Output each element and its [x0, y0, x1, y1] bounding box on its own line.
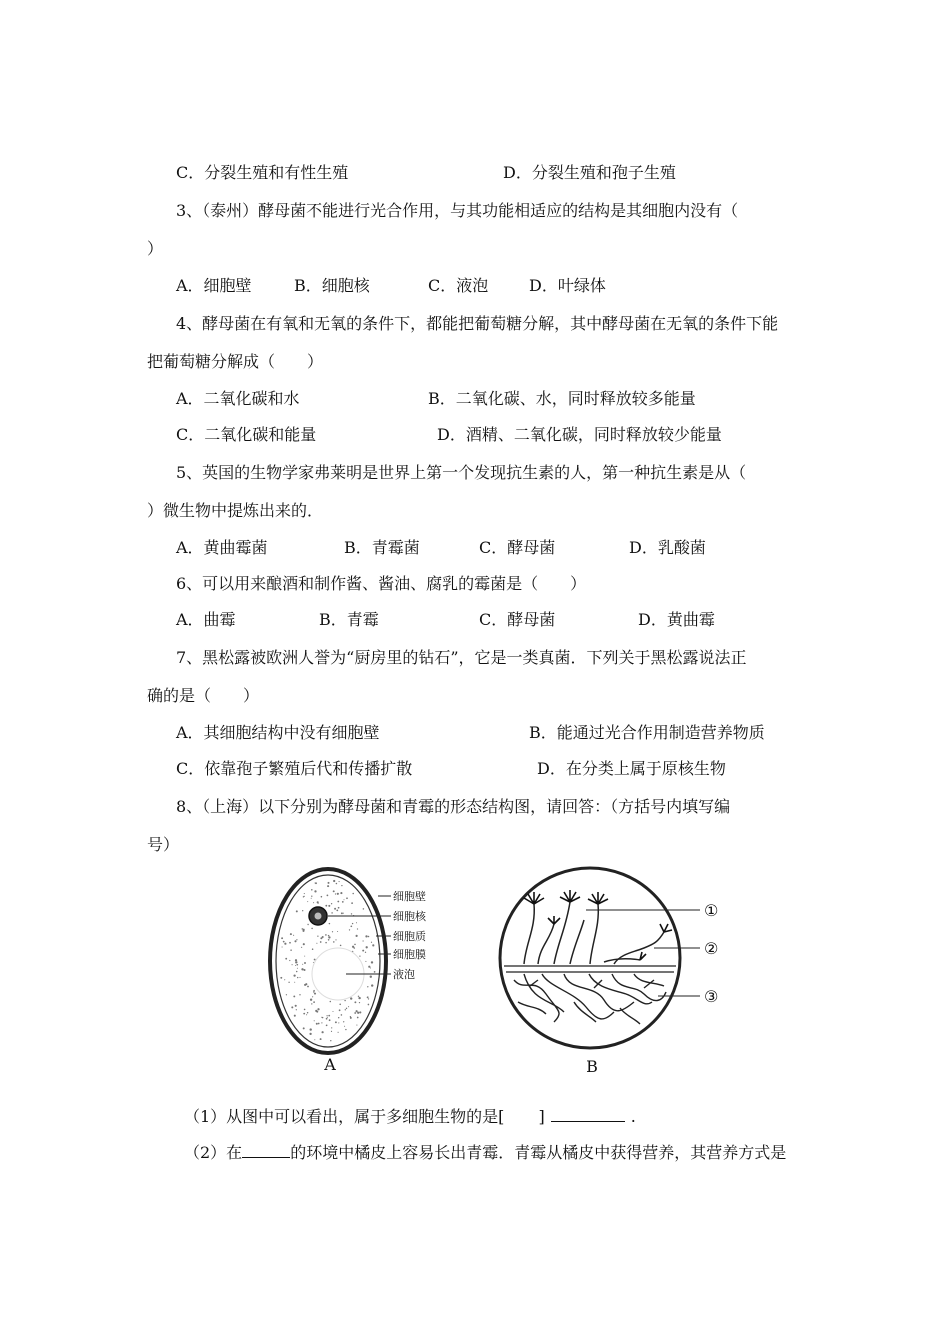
q6-stem-line1: 6、可以用来酿酒和制作酱、酱油、腐乳的霉菌是（ ）: [176, 574, 587, 593]
q6-option-b: B．青霉: [319, 610, 379, 629]
q7-option-d: D．在分类上属于原核生物: [537, 759, 726, 778]
q7-stem-line2: 确的是（ ）: [147, 686, 260, 705]
q7-option-a: A．其细胞结构中没有细胞壁: [176, 723, 380, 742]
q7-option-c: C．依靠孢子繁殖后代和传播扩散: [176, 759, 413, 778]
q8-stem-line1: 8、（上海）以下分别为酵母菌和青霉的形态结构图，请回答：（方括号内填写编: [176, 797, 731, 816]
q4-option-d: D．酒精、二氧化碳，同时释放较少能量: [437, 425, 722, 444]
q8-sub1-bracket-close: ]: [538, 1107, 545, 1126]
figure-b-label-3: ③: [704, 987, 719, 1006]
q3-option-c: C．液泡: [428, 276, 489, 295]
figure-a-label-vacuole: 液泡: [393, 968, 415, 981]
figure-a-caption: A: [324, 1055, 336, 1074]
q6-option-d: D．黄曲霉: [638, 610, 715, 629]
q5-option-a: A．黄曲霉菌: [176, 538, 268, 557]
figure-b-label-1: ①: [704, 901, 719, 920]
figure-a-label-cytoplasm: 细胞质: [393, 930, 426, 943]
q3-option-d: D．叶绿体: [529, 276, 606, 295]
yeast-cell-figure: [258, 866, 468, 1078]
q4-stem-line1: 4、酵母菌在有氧和无氧的条件下，都能把葡萄糖分解，其中酵母菌在无氧的条件下能: [176, 314, 779, 333]
q4-option-b: B．二氧化碳、水，同时释放较多能量: [428, 389, 696, 408]
q4-option-a: A．二氧化碳和水: [176, 389, 300, 408]
figure-a-label-cell-wall: 细胞壁: [393, 890, 426, 903]
q2-option-d: D．分裂生殖和孢子生殖: [503, 163, 676, 182]
q4-stem-line2: 把葡萄糖分解成（ ）: [147, 352, 324, 371]
q5-option-d: D．乳酸菌: [629, 538, 706, 557]
q3-option-b: B．细胞核: [294, 276, 370, 295]
figure-b-label-2: ②: [704, 939, 719, 958]
q7-stem-line1: 7、黑松露被欧洲人誉为“厨房里的钻石”，它是一类真菌．下列关于黑松露说法正: [176, 648, 747, 667]
q8-stem-line2: 号）: [147, 835, 180, 854]
q8-sub1-answer-blank[interactable]: [551, 1105, 625, 1122]
q3-stem-line1: 3、（泰州）酵母菌不能进行光合作用，与其功能相适应的结构是其细胞内没有（: [176, 201, 739, 220]
q2-option-c: C．分裂生殖和有性生殖: [176, 163, 349, 182]
q4-option-c: C．二氧化碳和能量: [176, 425, 317, 444]
q8-sub1-suffix: .: [630, 1107, 636, 1126]
q8-sub1-prefix: （1）从图中可以看出，属于多细胞生物的是[: [184, 1107, 505, 1126]
q5-stem-line1: 5、英国的生物学家弗莱明是世界上第一个发现抗生素的人，第一种抗生素是从（: [176, 463, 747, 482]
q3-stem-line2: ）: [147, 239, 164, 258]
q8-sub2-prefix: （2）在: [184, 1143, 243, 1162]
q5-stem-line2: ）微生物中提炼出来的．: [147, 501, 324, 520]
q6-option-a: A．曲霉: [176, 610, 236, 629]
q7-option-b: B．能通过光合作用制造营养物质: [529, 723, 765, 742]
q5-option-b: B．青霉菌: [344, 538, 420, 557]
penicillium-figure: [494, 862, 744, 1078]
yeast-nucleolus: [315, 913, 322, 920]
q8-sub2-suffix: 的环境中橘皮上容易长出青霉．青霉从橘皮中获得营养，其营养方式是: [290, 1143, 787, 1162]
figure-b-caption: B: [586, 1057, 598, 1076]
figure-a-label-nucleus: 细胞核: [393, 910, 426, 923]
q5-option-c: C．酵母菌: [479, 538, 556, 557]
q3-option-a: A．细胞壁: [176, 276, 252, 295]
q8-sub2: [184, 1141, 786, 1163]
q6-option-c: C．酵母菌: [479, 610, 556, 629]
q8-sub2-answer-blank[interactable]: [242, 1141, 290, 1158]
q8-sub1: [184, 1105, 636, 1127]
figure-a-label-membrane: 细胞膜: [393, 948, 426, 961]
